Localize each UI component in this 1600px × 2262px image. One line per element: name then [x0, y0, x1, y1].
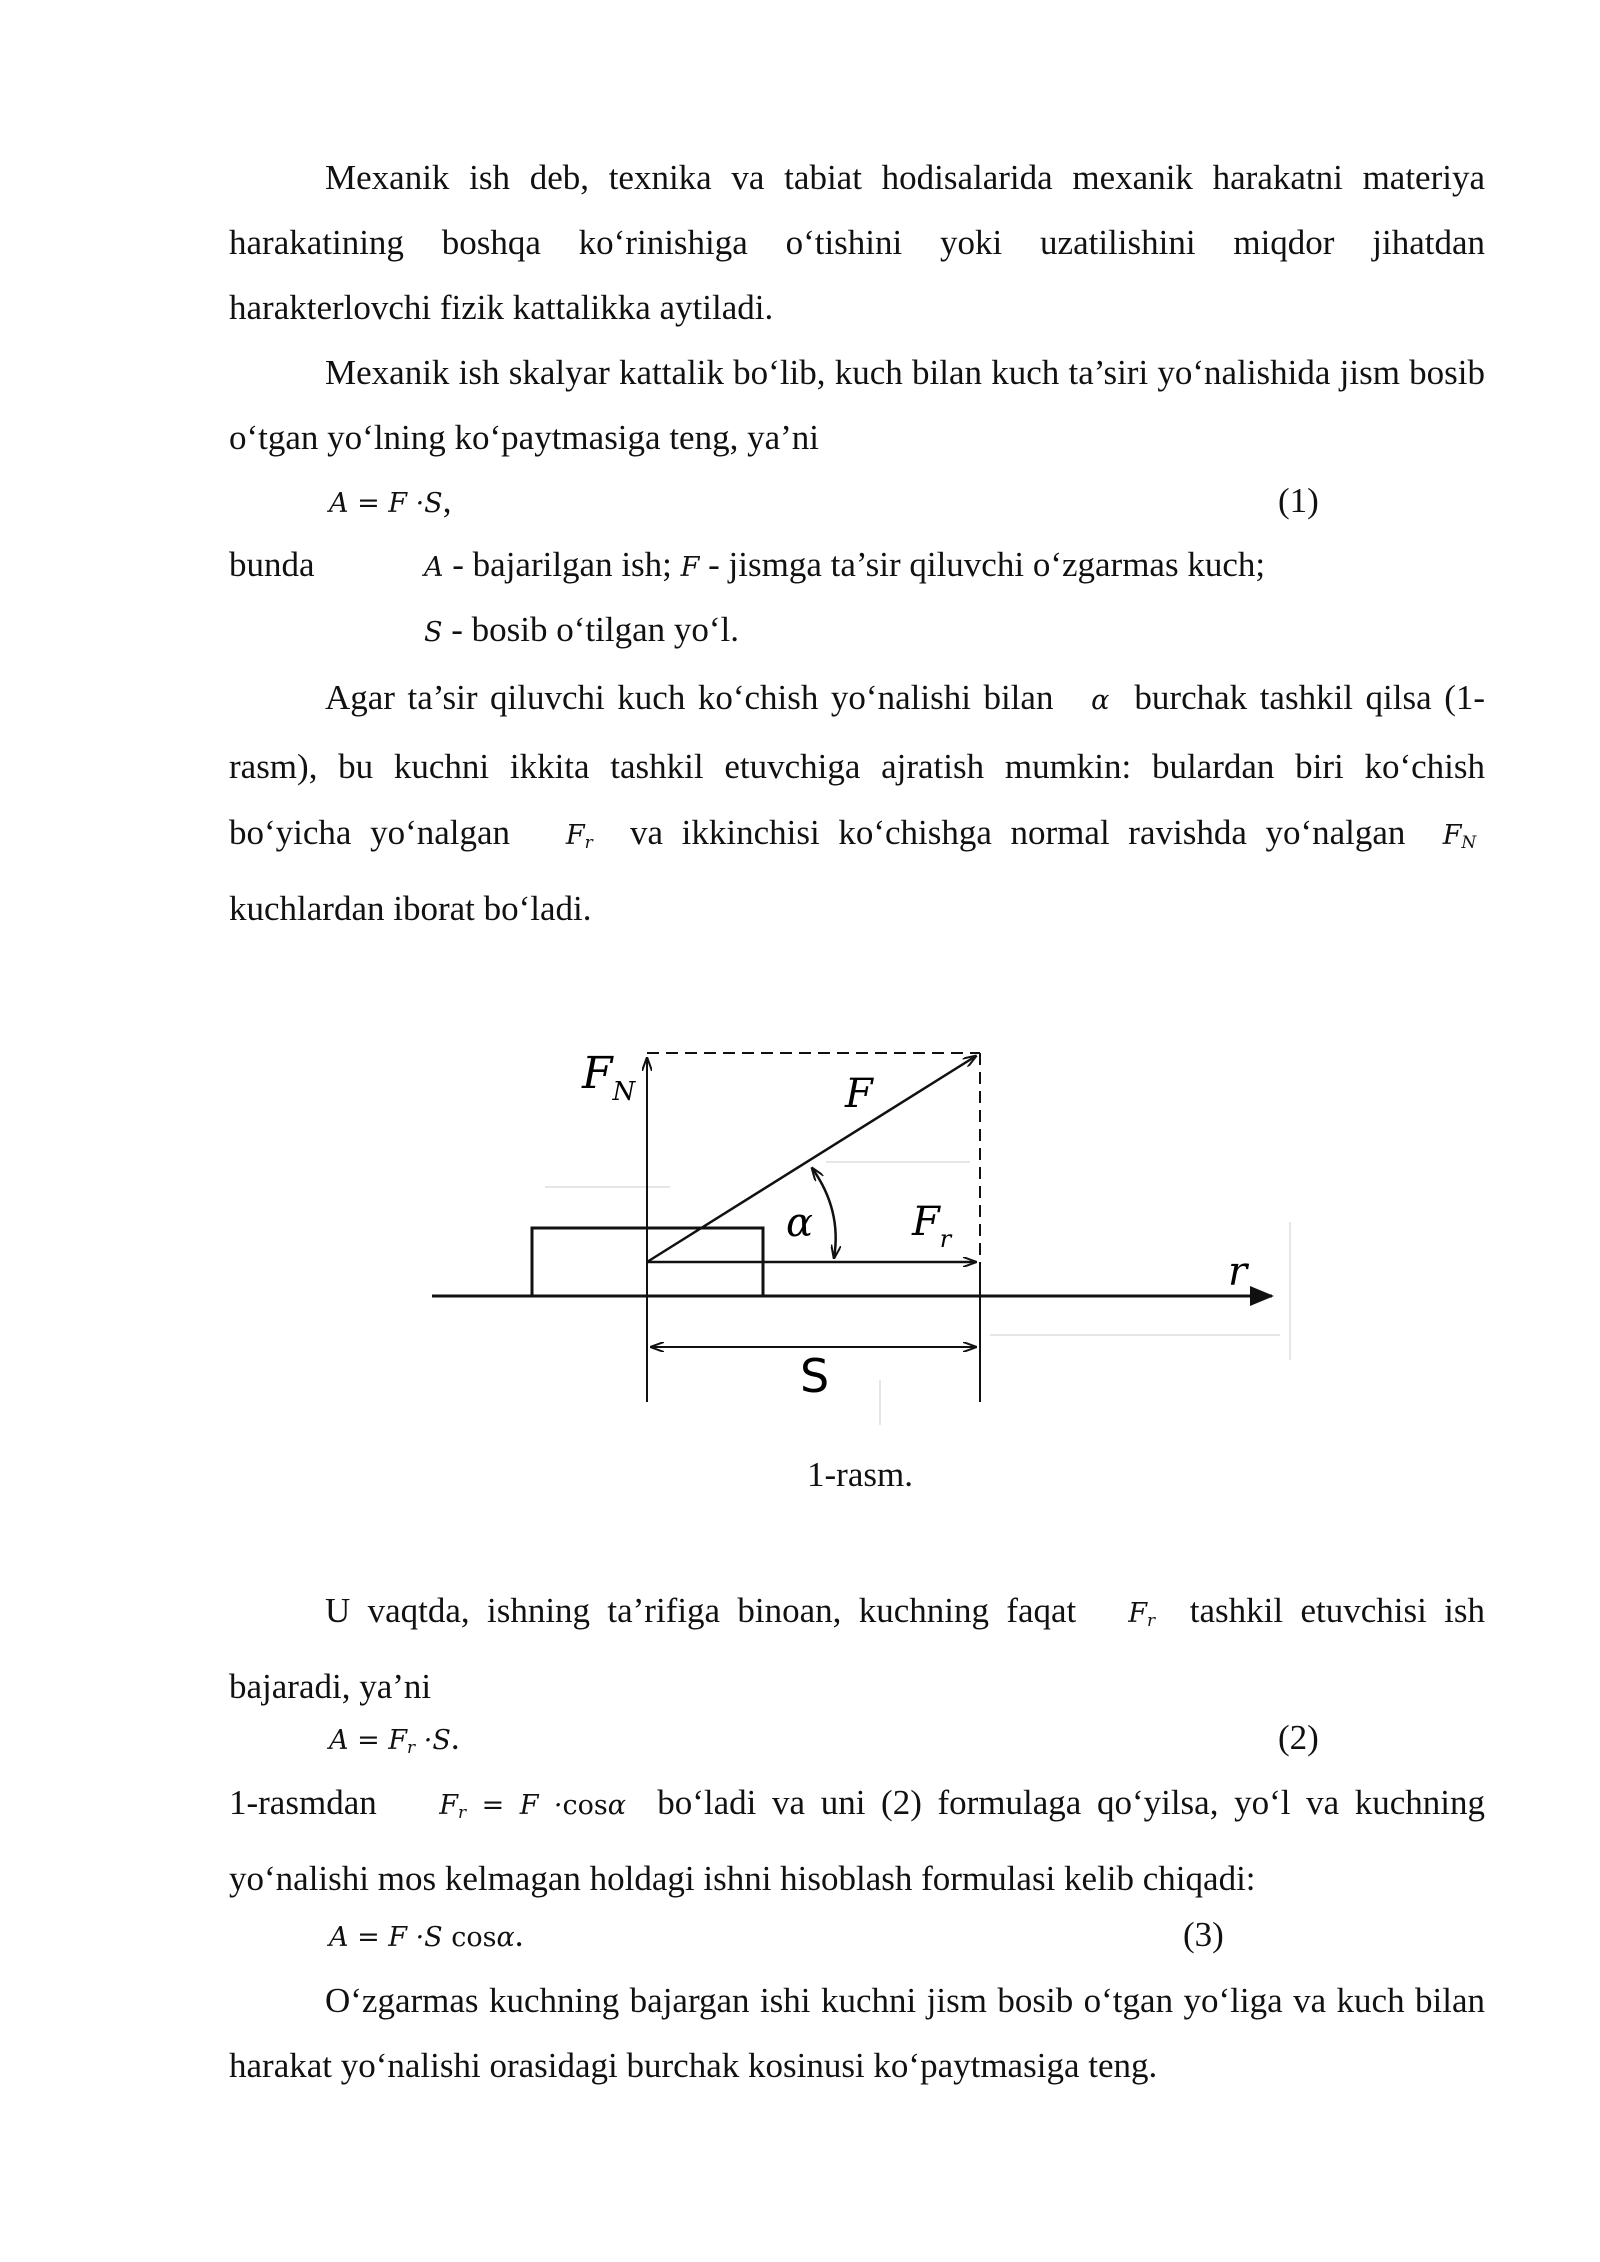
p3-text-1: Agar ta’sir qiluvchi kuch ko‘chish yo‘nalishi bilan — [325, 678, 1054, 717]
fn-symbol: $F_N$ — [1442, 820, 1477, 853]
symbol-a: A — [424, 552, 444, 583]
equation-2-punct: . — [450, 1718, 460, 1757]
fr-label: $F_r$ — [912, 1199, 952, 1253]
fr-symbol-2: $F_r$ — [1128, 1598, 1156, 1631]
symbol-s: S — [424, 617, 443, 648]
angle-arc — [812, 1168, 836, 1258]
f-label: F — [845, 1071, 873, 1117]
paragraph-conclusion: O‘zgarmas kuchning bajargan ishi kuchni jism bosib o‘tgan yo‘liga va kuch bilan harakat yo‘nalishi orasidagi burchak kosinusi ko‘paytmasiga teng. — [229, 1981, 1485, 2085]
p5-text-1: 1-rasmdan — [229, 1783, 377, 1822]
alpha-symbol: α — [1091, 685, 1110, 716]
fn-label: $F_N$ — [582, 1048, 636, 1107]
paragraph-definition: Mexanik ish deb, texnika va tabiat hodisalarida mexanik harakatni materiya harakatining boshqa ko‘rinishiga o‘tishini yoki uzatilishini miqdor jihatdan harakterlovchi fizik kattalikka aytiladi. — [229, 158, 1485, 327]
equation-1-punct: , — [442, 481, 452, 520]
paragraph-work-component — [229, 1578, 1485, 1720]
fr-symbol: $F_r$ — [565, 820, 593, 853]
p3-text-4: kuchlardan iborat bo‘ladi. — [229, 889, 592, 928]
fr-relation: $F_r = F \cdot\cos\alpha$ — [439, 1790, 626, 1823]
definition-f: - jismga ta’sir qiluvchi o‘zgarmas kuch; — [699, 545, 1266, 584]
figure-caption: 1-rasm. — [807, 1455, 913, 1494]
definitions-lead: bunda — [229, 545, 315, 584]
r-axis-label: r — [1228, 1249, 1248, 1295]
equation-1-number: (1) — [1278, 481, 1319, 520]
paragraph-scalar: Mexanik ish skalyar kattalik bo‘lib, kuch bilan kuch ta’siri yo‘nalishida jism bosib o‘tgan yo‘lning ko‘paytmasiga teng, ya’ni — [229, 353, 1485, 457]
equation-2-formula: $A = F_r \cdot S$ — [329, 1725, 451, 1758]
definition-s: - bosib o‘tilgan yo‘l. — [442, 610, 739, 649]
p4-text-1: U vaqtda, ishning ta’rifiga binoan, kuchning faqat — [325, 1591, 1077, 1630]
equation-3-number: (3) — [1183, 1915, 1224, 1954]
p5-text-2: bo‘ladi va uni (2) formulaga qo‘yilsa, yo‘l va kuchning yo‘nalishi mos kelmagan holdagi ishni hisoblash formulasi kelib chiqadi: — [229, 1783, 1486, 1898]
p3-text-3: va ikkinchisi ko‘chishga normal ravishda yo‘nalgan — [630, 813, 1406, 852]
equation-3-formula: A = F ·S cosα — [329, 1922, 515, 1953]
equation-2 — [329, 1713, 460, 1773]
alpha-label: α — [786, 1200, 814, 1246]
s-label: S — [800, 1349, 830, 1403]
definition-a: - bajarilgan ish; — [443, 545, 672, 584]
symbol-f: F — [680, 552, 700, 583]
paragraph-substitution — [229, 1770, 1485, 1911]
equation-1-formula: A = F ·S — [329, 488, 443, 519]
equation-2-number: (2) — [1278, 1718, 1319, 1757]
p3-text-2: burchak tashkil qilsa (1-rasm), bu kuchni ikkita tashkil etuvchiga ajratish mumkin: bulardan biri ko‘chish bo‘yicha yo‘nalgan — [229, 678, 1486, 852]
equation-3-punct: . — [514, 1915, 524, 1954]
p4-text-2: tashkil etuvchisi ish bajaradi, ya’ni — [229, 1591, 1485, 1706]
equation-3 — [329, 1910, 523, 1963]
